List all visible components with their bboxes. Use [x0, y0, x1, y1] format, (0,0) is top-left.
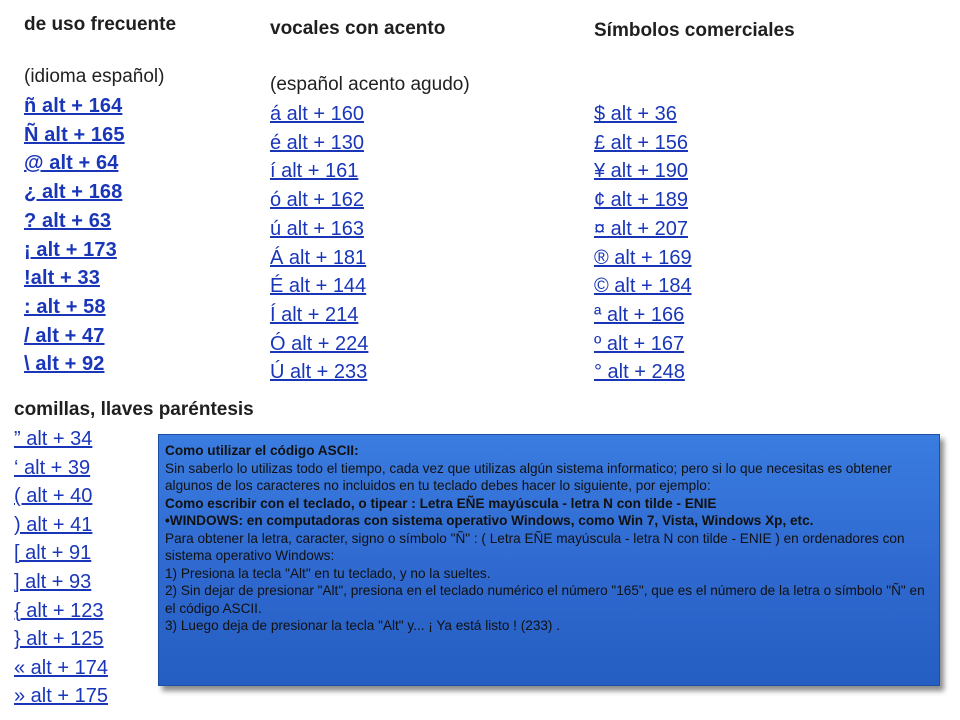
- link-open-bracket[interactable]: [ alt + 91: [14, 542, 92, 565]
- link-masculine-ordinal[interactable]: º alt + 167: [594, 332, 685, 355]
- link-question[interactable]: ? alt + 63: [24, 209, 112, 232]
- link-u-acute-upper[interactable]: Ú alt + 233: [270, 361, 368, 384]
- link-open-paren[interactable]: ( alt + 40: [14, 485, 93, 508]
- link-exclamation[interactable]: !alt + 33: [24, 267, 100, 290]
- link-o-acute-upper[interactable]: Ó alt + 224: [270, 332, 369, 355]
- instructions-step-3: 3) Luego deja de presionar la tecla "Alt" y... ¡ Ya está listo ! (233) .: [165, 618, 561, 633]
- instructions-howto: Como escribir con el teclado, o tipear : Letra EÑE mayúscula - letra N con tilde - ENIE: [165, 495, 717, 511]
- link-copyright[interactable]: © alt + 184: [594, 275, 692, 298]
- link-backslash[interactable]: \ alt + 92: [24, 353, 105, 376]
- instructions-box: [158, 434, 940, 686]
- link-close-paren[interactable]: ) alt + 41: [14, 513, 93, 536]
- link-inverted-question[interactable]: ¿ alt + 168: [24, 181, 123, 204]
- link-single-quote[interactable]: ‘ alt + 39: [14, 456, 91, 479]
- instructions-obtain: Para obtener la letra, caracter, signo o símbolo "Ñ" : ( Letra EÑE mayúscula - letra N con tilde - ENIE ) en ordenadores con sistema operativo Windows:: [165, 530, 905, 563]
- link-open-guillemet[interactable]: « alt + 174: [14, 656, 108, 679]
- link-degree[interactable]: ° alt + 248: [594, 361, 685, 384]
- frequent-subtitle: (idioma español): [24, 66, 165, 87]
- link-close-bracket[interactable]: ] alt + 93: [14, 570, 92, 593]
- vowels-subtitle: (español acento agudo): [270, 74, 470, 95]
- instructions-intro: Sin saberlo lo utilizas todo el tiempo, cada vez que utilizas algún sistema informatico; pero si lo que necesitas es obtener algunos de los caracteres no incluidos en tu teclado debes hacer lo siguiente, por ejemplo:: [165, 460, 892, 493]
- commercial-title: Símbolos comerciales: [594, 20, 795, 41]
- link-u-acute[interactable]: ú alt + 163: [270, 217, 364, 240]
- link-pound[interactable]: £ alt + 156: [594, 131, 688, 154]
- link-ene-upper[interactable]: Ñ alt + 165: [24, 123, 125, 146]
- quotes-title: comillas, llaves paréntesis: [14, 399, 254, 420]
- vowels-section: [270, 18, 470, 387]
- link-inverted-exclamation[interactable]: ¡ alt + 173: [24, 238, 117, 261]
- link-open-brace[interactable]: { alt + 123: [14, 599, 104, 622]
- instructions-step-1: 1) Presiona la tecla "Alt" en tu teclado, y no la sueltes.: [165, 565, 491, 581]
- link-feminine-ordinal[interactable]: ª alt + 166: [594, 303, 685, 326]
- commercial-section: [594, 20, 795, 387]
- link-cent[interactable]: ¢ alt + 189: [594, 189, 688, 212]
- link-ene-lower[interactable]: ñ alt + 164: [24, 95, 123, 117]
- link-close-guillemet[interactable]: » alt + 175: [14, 685, 108, 708]
- link-o-acute[interactable]: ó alt + 162: [270, 189, 364, 212]
- link-close-brace[interactable]: } alt + 125: [14, 628, 104, 651]
- link-at-sign[interactable]: @ alt + 64: [24, 152, 119, 175]
- link-colon[interactable]: : alt + 58: [24, 295, 106, 318]
- instructions-windows: •WINDOWS: en computadoras con sistema operativo Windows, como Win 7, Vista, Windows Xp, etc.: [165, 513, 814, 528]
- link-a-acute[interactable]: á alt + 160: [270, 103, 364, 125]
- vowels-title: vocales con acento: [270, 18, 446, 39]
- frequent-section: [24, 14, 176, 379]
- link-i-acute[interactable]: í alt + 161: [270, 160, 359, 183]
- link-a-acute-upper[interactable]: Á alt + 181: [270, 246, 367, 269]
- link-e-acute[interactable]: é alt + 130: [270, 131, 364, 154]
- instructions-title: Como utilizar el código ASCII:: [165, 443, 359, 458]
- link-i-acute-upper[interactable]: Í alt + 214: [270, 303, 359, 326]
- link-e-acute-upper[interactable]: É alt + 144: [270, 275, 367, 298]
- link-dollar[interactable]: $ alt + 36: [594, 103, 677, 125]
- link-double-quote[interactable]: ” alt + 34: [14, 428, 93, 450]
- instructions-step-2: 2) Sin dejar de presionar "Alt", presiona en el teclado numérico el número "165", que es el número de la letra o símbolo "Ñ" en el código ASCII.: [165, 583, 925, 616]
- link-currency[interactable]: ¤ alt + 207: [594, 217, 688, 240]
- link-slash[interactable]: / alt + 47: [24, 324, 105, 347]
- link-registered[interactable]: ® alt + 169: [594, 246, 692, 269]
- link-yen[interactable]: ¥ alt + 190: [594, 160, 688, 183]
- frequent-title: de uso frecuente: [24, 14, 177, 35]
